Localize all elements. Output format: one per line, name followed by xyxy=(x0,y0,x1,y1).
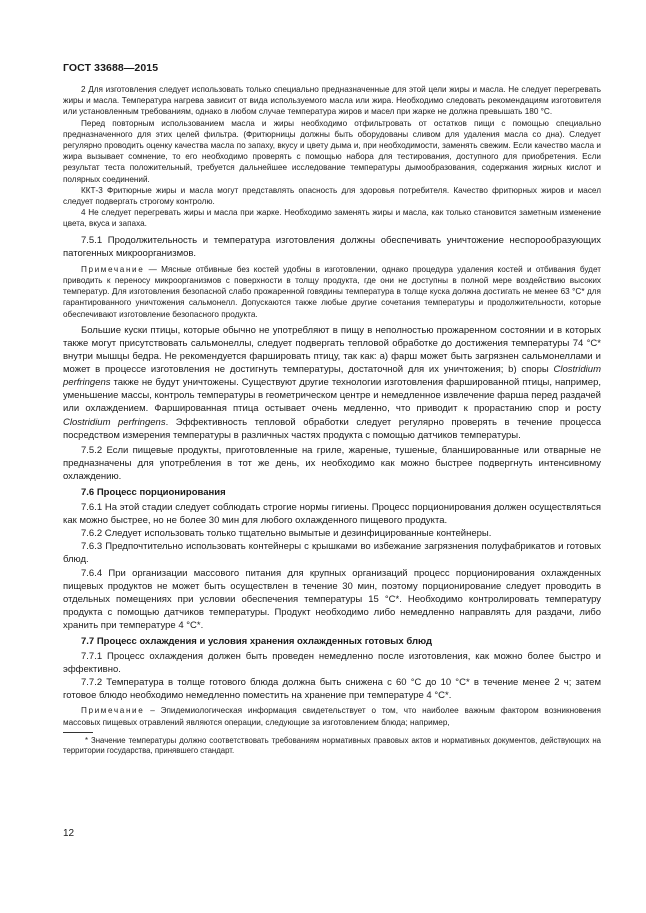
paragraph-7-6-1: 7.6.1 На этой стадии следует соблюдать строгие нормы гигиены. Процесс порционирования должен осуществляться как можно быстрее, но не более 30 мин для любого охлажденного пищевого продукта. xyxy=(63,502,601,527)
footnote-divider xyxy=(63,732,93,733)
poultry-text-1: Большие куски птицы, которые обычно не употребляют в пищу в неполностью прожаренном состоянии и в которых также могут присутствовать сальмонеллы, следует подвергать тепловой обработке до достижения температуры 74 °С* внутри мышцы бедра. Не рекомендуется фаршировать птицу, так как: а) фарш может быть загрязнен сальмонеллами и может в процессе изготовления не достигнуть температуры, достаточной для их уничтожения; b) споры xyxy=(63,324,601,376)
note-2-oil-usage: 2 Для изготовления следует использовать только специально предназначенные для этой цели жиры и масла. Не следует перегревать жиры и масла. Температура нагрева зависит от вида используемого масла или жира. Необходимо следовать рекомендациям изготовителя или установленным требованиям, однако в любом случае температура жиров и масел при жарке не должна превышать 180 °С. xyxy=(63,85,601,117)
paragraph-poultry xyxy=(63,324,601,442)
note-chops xyxy=(63,264,601,320)
page-content xyxy=(63,84,601,757)
paragraph-7-7-1: 7.7.1 Процесс охлаждения должен быть проведен немедленно после изготовления, как можно более быстро и эффективно. xyxy=(63,651,601,676)
note-label: Примечание xyxy=(81,706,145,716)
note-epidemiology xyxy=(63,705,601,727)
organism-name: Clostridium perfringens xyxy=(63,364,601,389)
paragraph-7-5-2: 7.5.2 Если пищевые продукты, приготовленные на гриле, жареные, тушеные, бланшированные или отварные не предназначены для употребления в тот же день, их необходимо как можно быстрее подвергнуть интенсивному охлаждению. xyxy=(63,444,601,482)
note-oil-filtering: Перед повторным использованием масла и жиры необходимо отфильтровать от остатков пищи с помощью специально предназначенного для этих целей фильтра. (Фритюрницы должны быть оборудованы сливом для удаления масла со дна). Следует регулярно проводить оценку качества масла по запаху, вкусу и цвету дыма и, при необходимости, заменять свежим. Если качество масла и жира вызывает сомнение, то его необходимо проверять с помощью набора для тестирования, доступного для приобретения. Если результат теста положительный, требуется дальнейшее исследование температуры дымообразования, содержания жирных кислот и полярных соединений. xyxy=(63,118,601,184)
paragraph-7-6-4: 7.6.4 При организации массового питания для крупных организаций процесс порционирования охлажденных пищевых продуктов не может быть осуществлен в течение 30 мин, поэтому порционирование следует проводить в отдельных помещениях при условии обеспечения температуры 15 °С*. Необходимо контролировать температуру продукта с помощью датчиков температуры. Продукт необходимо либо немедленно направлять для раздачи, либо хранить при температуре 4 °С*. xyxy=(63,567,601,631)
section-7-6-heading: 7.6 Процесс порционирования xyxy=(81,486,226,498)
poultry-text-3: . Эффективность тепловой обработки следует регулярно проверять в течение процесса посредством измерения температуры в различных частях продукта с помощью датчиков температуры. xyxy=(63,416,601,441)
footnote: * Значение температуры должно соответствовать требованиям нормативных правовых актов и нормативных документов, действующих на территории государства, принявшего стандарт. xyxy=(63,735,601,756)
note-label: Примечание xyxy=(81,264,145,274)
page-number: 12 xyxy=(63,828,75,839)
paragraph-7-7-2: 7.7.2 Температура в толще готового блюда должна быть снижена с 60 °С до 10 °С* в течение менее 2 ч; затем готовое блюдо необходимо немедленно поместить на хранение при температуре 4 °С*. xyxy=(63,677,601,702)
standard-title: ГОСТ 33688—2015 xyxy=(63,62,159,74)
paragraph-7-6-3: 7.6.3 Предпочтительно использовать контейнеры с крышками во избежание загрязнения полуфабрикатов и готовых блюд. xyxy=(63,541,601,566)
note-text: – Эпидемиологическая информация свидетельствует о том, что наиболее важным фактором возникновения массовых пищевых отравлений являются операции, следующие за изготовлением блюда; например, xyxy=(63,706,601,727)
paragraph-7-5-1: 7.5.1 Продолжительность и температура изготовления должны обеспечивать уничтожение неспорообразующих патогенных микроорганизмов. xyxy=(63,234,601,259)
note-text: — Мясные отбивные без костей удобны в изготовлении, однако процедура удаления костей и отбивания будет приводить к переносу микроорганизмов с поверхности в толщу продукта, где они не доступны в полной мере воздействию высоких температур. Для изготовления безопасной слабо прожаренной говядины температура в толще куска должна достигать не менее 63 °С* для гарантированного уничтожения сальмонелл. Допускаются также любые другие сочетания температуры и продолжительности, которые обеспечивают изготовление безопасного продукта. xyxy=(63,264,601,319)
note-4-overheating: 4 Не следует перегревать жиры и масла при жарке. Необходимо заменять жиры и масла, как только становится заметным изменение цвета, вкуса и запаха. xyxy=(63,208,601,229)
paragraph-7-6-2: 7.6.2 Следует использовать только тщательно вымытые и дезинфицированные контейнеры. xyxy=(81,528,492,540)
section-7-7-heading: 7.7 Процесс охлаждения и условия хранения охлажденных готовых блюд xyxy=(81,636,433,647)
poultry-text-2: также не будут уничтожены. Существуют другие технологии изготовления фаршированной птицы, например, уменьшение массы, контроль температуры в геометрическом центре и немедленное извлечение фарша перед раздачей или охлаждением. Фаршированная птица остывает очень медленно, что приводит к прорастанию спор и росту xyxy=(63,377,601,415)
note-kkt3: ККТ-3 Фритюрные жиры и масла могут представлять опасность для здоровья потребителя. Качество фритюрных жиров и масел следует подвергать строгому контролю. xyxy=(63,185,601,207)
organism-name: Clostridium perfringens xyxy=(63,416,166,428)
